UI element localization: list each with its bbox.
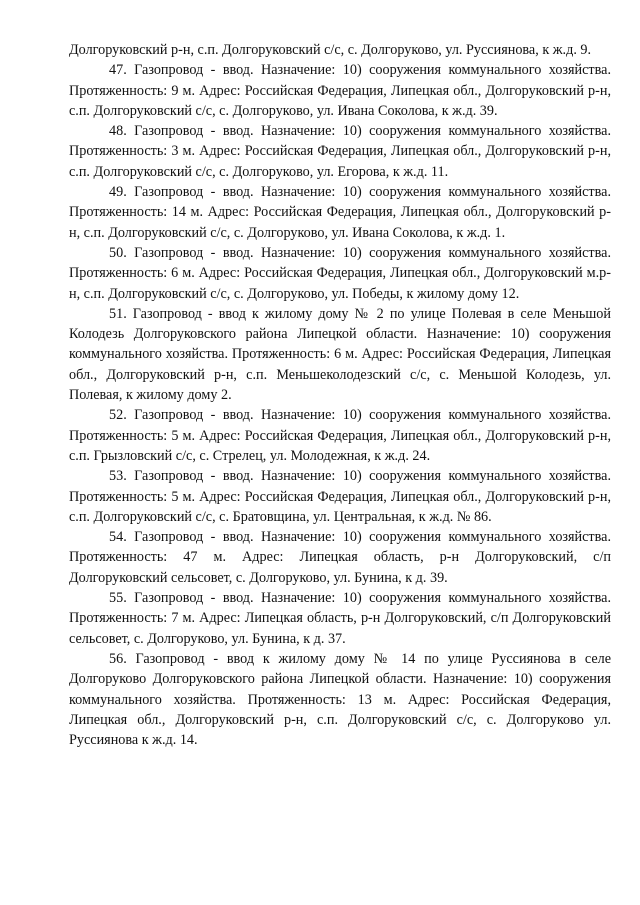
paragraph-item-54: 54. Газопровод - ввод. Назначение: 10) сооружения коммунального хозяйства. Протяженность: 47 м. Адрес: Липецкая область, р-н Долгоруковский, с/п Долгоруковский сельсовет, с. Долгоруково, ул. Бунина, к д. 39. <box>69 529 611 586</box>
paragraph-item-49: 49. Газопровод - ввод. Назначение: 10) сооружения коммунального хозяйства. Протяженность: 14 м. Адрес: Российская Федерация, Липецкая обл., Долгоруковский р-н, с.п. Долгоруковский с/с, с. Долгоруково, ул. Ивана Соколова, к ж.д. 1. <box>69 184 611 241</box>
paragraph-continuation: Долгоруковский р-н, с.п. Долгоруковский с/с, с. Долгоруково, ул. Руссиянова, к ж.д. 9. <box>69 42 592 58</box>
paragraph-item-48: 48. Газопровод - ввод. Назначение: 10) сооружения коммунального хозяйства. Протяженность: 3 м. Адрес: Российская Федерация, Липецкая обл., Долгоруковский р-н, с.п. Долгоруковский с/с, с. Долгоруково, ул. Егорова, к ж.д. 11. <box>69 123 611 180</box>
paragraph-item-55: 55. Газопровод - ввод. Назначение: 10) сооружения коммунального хозяйства. Протяженность: 7 м. Адрес: Липецкая область, р-н Долгоруковский, с/п Долгоруковский сельсовет, с. Долгоруково, ул. Бунина, к д. 37. <box>69 590 611 647</box>
paragraph-item-51: 51. Газопровод - ввод к жилому дому № 2 по улице Полевая в селе Меньшой Колодезь Долгоруковского района Липецкой области. Назначение: 10) сооружения коммунального хозяйства. Протяженность: 6 м. Адрес: Российская Федерация, Липецкая обл., Долгоруковский р-н, с.п. Меньшеколодезский с/с, с. Меньшой Колодезь, ул. Полевая, к жилому дому 2. <box>69 305 611 404</box>
paragraph-item-50: 50. Газопровод - ввод. Назначение: 10) сооружения коммунального хозяйства. Протяженность: 6 м. Адрес: Российская Федерация, Липецкая обл., Долгоруковский м.р-н, с.п. Долгоруковский с/с, с. Долгоруково, ул. Победы, к жилому дому 12. <box>69 244 611 302</box>
paragraph-item-52: 52. Газопровод - ввод. Назначение: 10) сооружения коммунального хозяйства. Протяженность: 5 м. Адрес: Российская Федерация, Липецкая обл., Долгоруковский р-н, с.п. Грызловский с/с, с. Стрелец, ул. Молодежная, к ж.д. 24. <box>69 407 611 464</box>
document-page <box>69 40 611 750</box>
paragraph-item-56: 56. Газопровод - ввод к жилому дому № 14 по улице Руссиянова в селе Долгоруково Долгоруковского района Липецкой области. Назначение: 10) сооружения коммунального хозяйства. Протяженность: 13 м. Адрес: Российская Федерация, Липецкая обл., Долгоруковский р-н, с.п. Долгоруковский с/с, с. Долгоруково ул. Руссиянова к ж.д. 14. <box>69 650 611 749</box>
paragraph-item-47: 47. Газопровод - ввод. Назначение: 10) сооружения коммунального хозяйства. Протяженность: 9 м. Адрес: Российская Федерация, Липецкая обл., Долгоруковский р-н, с.п. Долгоруковский с/с, с. Долгоруково, ул. Ивана Соколова, к ж.д. 39. <box>69 62 611 119</box>
paragraph-item-53: 53. Газопровод - ввод. Назначение: 10) сооружения коммунального хозяйства. Протяженность: 5 м. Адрес: Российская Федерация, Липецкая обл., Долгоруковский р-н, с.п. Долгоруковский с/с, с. Братовщина, ул. Центральная, к ж.д. № 86. <box>69 468 611 525</box>
